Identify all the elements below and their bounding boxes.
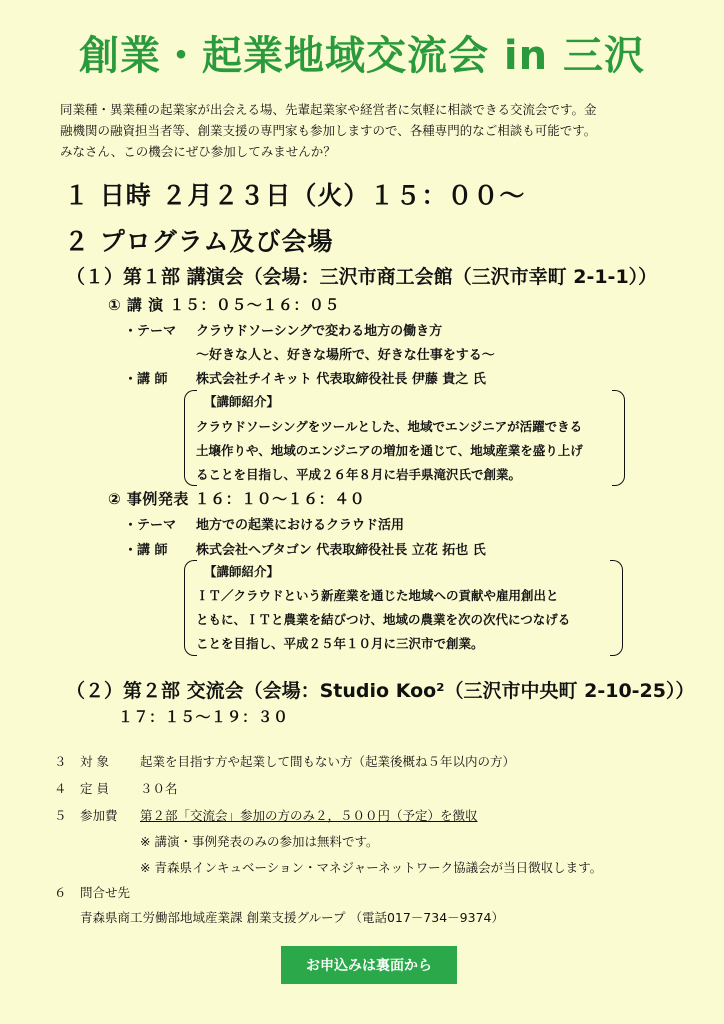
bio2-right-bracket	[610, 560, 623, 656]
part2-heading: （２）第２部 交流会（会場：Studio Koo²（三沢市中央町 2-10-25））	[66, 680, 695, 702]
note-collection: ※ 青森県インキュベーション・マネジャーネットワーク協議会が当日徴収します。	[140, 860, 603, 875]
lecture-theme-label: ・テーマ	[124, 324, 177, 339]
bio1-heading: 【講師紹介】	[204, 394, 280, 409]
case-theme-label: ・テーマ	[124, 518, 177, 533]
lecture-speaker-label: ・講 師	[124, 372, 168, 387]
target-label: 対 象	[80, 754, 109, 769]
lecture-theme: クラウドソーシングで変わる地方の働き方	[196, 324, 443, 339]
apply-button[interactable]: お申込みは裏面から	[281, 946, 457, 984]
bio1-line-2: 土壌作りや、地域のエンジニアの増加を通じて、地域産業を盛り上げ	[196, 443, 583, 458]
intro-line-2: 融機関の融資担当者等、創業支援の専門家も参加しますので、各種専門的なご相談も可能です。	[60, 123, 597, 138]
case-title: ② 事例発表 １６：１０～１６：４０	[108, 490, 366, 508]
case-theme: 地方での起業におけるクラウド活用	[196, 518, 405, 533]
capacity-num: ４	[54, 781, 67, 796]
case-speaker-label: ・講 師	[124, 543, 168, 558]
contact-num: ６	[54, 885, 67, 900]
intro-line-3: みなさん、この機会にぜひ参加してみませんか？	[60, 144, 336, 159]
contact-label: 問合せ先	[80, 885, 131, 900]
fee-num: ５	[54, 808, 67, 823]
bio2-line-3: ことを目指し、平成２５年１０月に三沢市で創業。	[196, 636, 484, 651]
target-value: 起業を目指す方や起業して間もない方（起業後概ね５年以内の方）	[140, 754, 516, 769]
target-num: ３	[54, 754, 67, 769]
lecture-speaker: 株式会社チイキット 代表取締役社長 伊藤 貴之 氏	[196, 372, 486, 387]
fee-label: 参加費	[80, 808, 118, 823]
bio1-line-1: クラウドソーシングをツールとした、地域でエンジニアが活躍できる	[196, 419, 583, 434]
capacity-label: 定 員	[80, 781, 109, 796]
lecture-title: ① 講 演 １５：０５～１６：０５	[108, 296, 340, 314]
contact-value: 青森県商工労働部地域産業課 創業支援グループ （電話017－734－9374）	[80, 910, 504, 925]
section-datetime: １ 日時 ２月２３日（火）１５：００～	[64, 181, 526, 210]
section-program: ２ プログラム及び会場	[64, 227, 334, 256]
part1-heading: （１）第１部 講演会（会場：三沢市商工会館（三沢市幸町 2-1-1））	[66, 266, 658, 288]
capacity-value: ３０名	[140, 781, 178, 796]
note-free: ※ 講演・事例発表のみの参加は無料です。	[140, 834, 379, 849]
lecture-theme-sub: ～好きな人と、好きな場所で、好きな仕事をする～	[196, 348, 495, 363]
bio1-right-bracket	[612, 390, 625, 486]
fee-value: 第２部「交流会」参加の方のみ２，５００円（予定）を徴収	[140, 808, 478, 823]
bio2-line-2: ともに、ＩＴと農業を結びつけ、地域の農業を次の次代につなげる	[196, 612, 571, 627]
intro-line-1: 同業種・異業種の起業家が出会える場、先輩起業家や経営者に気軽に相談できる交流会です。金	[60, 102, 597, 117]
bio1-line-3: ることを目指し、平成２６年８月に岩手県滝沢氏で創業。	[196, 467, 522, 482]
bio2-heading: 【講師紹介】	[204, 564, 280, 579]
part2-time: １７：１５～１９：３０	[118, 708, 289, 726]
case-speaker: 株式会社ヘプタゴン 代表取締役社長 立花 拓也 氏	[196, 543, 486, 558]
page-title: 創業・起業地域交流会 in 三沢	[78, 33, 646, 79]
bio2-line-1: ＩＴ／クラウドという新産業を通じた地域への貢献や雇用創出と	[196, 588, 559, 603]
